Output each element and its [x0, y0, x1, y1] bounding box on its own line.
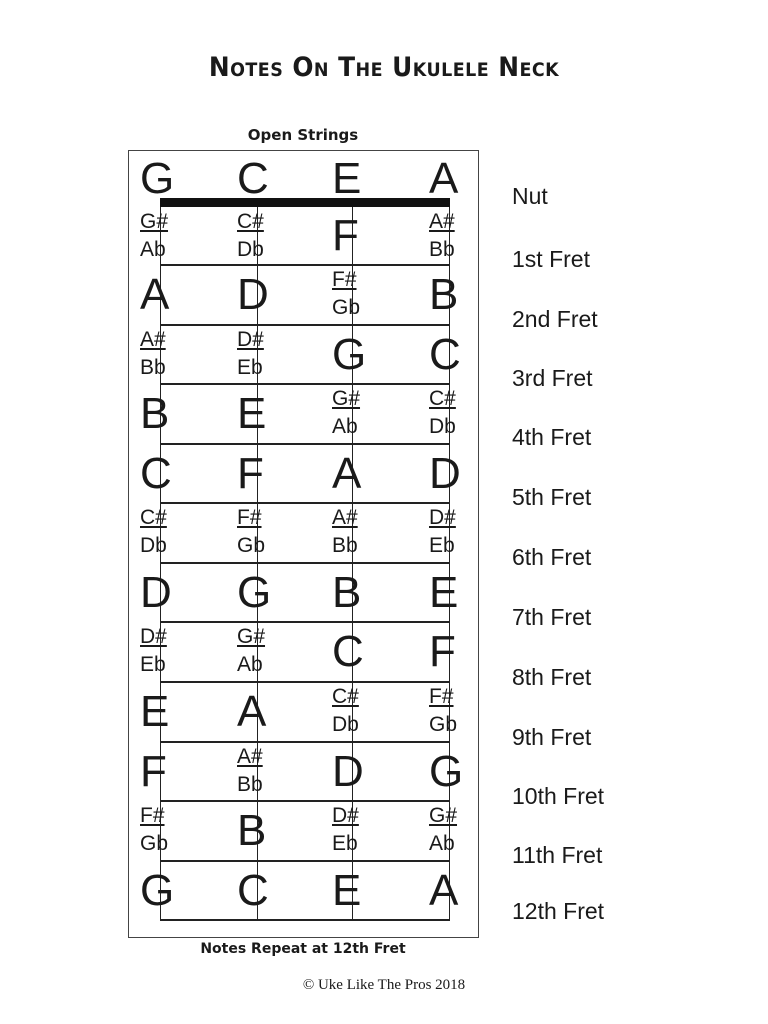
fret-note-pair — [140, 504, 167, 560]
fret-label: 10th Fret — [512, 783, 605, 809]
fret-label: 11th Fret — [512, 842, 603, 868]
flat-name: Ab — [332, 415, 358, 438]
sharp-name: F# — [140, 804, 165, 827]
frame-right-border — [478, 150, 479, 937]
fret-note-pair — [140, 326, 166, 382]
fret-note: G — [237, 567, 272, 617]
sharp-name: C# — [140, 506, 167, 529]
frame-left-border — [128, 150, 129, 937]
fret-line — [160, 860, 450, 862]
fret-note: B — [332, 567, 362, 617]
fret-note-pair — [140, 208, 168, 264]
flat-name: Bb — [140, 356, 166, 379]
open-strings-label: Open Strings — [247, 126, 359, 144]
fret-label: 6th Fret — [512, 544, 592, 570]
fret-note: B — [429, 270, 459, 319]
fret-note: C — [237, 865, 269, 915]
flat-name: Ab — [237, 653, 263, 676]
fret-note: A — [237, 687, 267, 736]
sharp-name: G# — [332, 387, 361, 410]
fret-note: E — [140, 687, 170, 736]
flat-name: Gb — [332, 296, 361, 319]
fret-note-pair — [332, 802, 359, 858]
sharp-name: F# — [429, 685, 454, 708]
fret-label: Nut — [512, 183, 548, 209]
fret-line — [160, 383, 450, 385]
fret-note: D — [237, 270, 269, 319]
fret-note: C — [429, 329, 461, 379]
fret-note-pair — [140, 802, 168, 858]
fret-note: F — [332, 211, 359, 260]
sharp-name: G# — [429, 804, 458, 827]
frame-bottom-border — [128, 937, 479, 938]
copyright-notice: © Uke Like The Pros 2018 — [302, 977, 466, 993]
flat-name: Bb — [237, 773, 263, 796]
fret-label: 8th Fret — [512, 664, 592, 690]
nut-bar — [160, 198, 450, 207]
sharp-name: A# — [429, 210, 455, 233]
frame-top-border — [128, 150, 479, 151]
flat-name: Eb — [237, 356, 263, 379]
fret-note: A — [140, 270, 170, 319]
fret-note: F — [237, 448, 264, 498]
repeat-note: Notes Repeat at 12th Fret — [200, 941, 406, 957]
flat-name: Ab — [140, 238, 166, 261]
fret-note: D — [332, 746, 364, 796]
flat-name: Db — [429, 415, 456, 438]
fret-line — [160, 324, 450, 326]
fret-note-pair — [429, 683, 457, 739]
fret-note: E — [237, 389, 267, 438]
fret-line — [160, 681, 450, 683]
flat-name: Db — [237, 238, 264, 261]
fret-note-pair — [237, 326, 264, 382]
fret-label: 12th Fret — [512, 898, 605, 924]
sharp-name: D# — [237, 328, 264, 351]
sharp-name: C# — [332, 685, 359, 708]
page-title: Notes On The Ukulele Neck — [208, 52, 560, 83]
sharp-name: A# — [140, 328, 166, 351]
fret-line — [160, 741, 450, 743]
flat-name: Eb — [332, 832, 358, 855]
fret-note-pair — [429, 208, 455, 264]
fret-line — [160, 562, 450, 564]
flat-name: Db — [140, 534, 167, 557]
fret-note-pair — [332, 385, 360, 441]
fret-note-pair — [332, 504, 358, 560]
fret-note: C — [140, 448, 172, 498]
fret-note-pair — [237, 208, 264, 264]
fret-note: G — [332, 329, 367, 379]
flat-name: Eb — [140, 653, 166, 676]
fret-note: G — [140, 865, 175, 915]
fret-label: 2nd Fret — [512, 306, 598, 332]
fret-note: A — [332, 448, 362, 498]
fret-note: D — [429, 448, 461, 498]
flat-name: Db — [332, 713, 359, 736]
sharp-name: A# — [237, 745, 263, 768]
fret-note: D — [140, 567, 172, 617]
flat-name: Gb — [237, 534, 266, 557]
open-string-note: C — [237, 154, 269, 203]
fret-note: B — [140, 389, 170, 438]
flat-name: Bb — [429, 238, 455, 261]
sharp-name: D# — [332, 804, 359, 827]
fret-note-pair — [140, 623, 167, 679]
fret-note: F — [429, 627, 456, 676]
sharp-name: C# — [237, 210, 264, 233]
fret-label: 1st Fret — [512, 246, 590, 272]
open-string-note: A — [429, 154, 459, 203]
fret-note-pair — [237, 504, 265, 560]
sharp-name: F# — [332, 268, 357, 291]
fret-note: F — [140, 746, 167, 796]
fret-note: E — [429, 567, 459, 617]
fret-line — [160, 443, 450, 445]
fret-note-pair — [429, 504, 456, 560]
flat-name: Ab — [429, 832, 455, 855]
sharp-name: A# — [332, 506, 358, 529]
fret-note-pair — [429, 802, 457, 858]
open-string-note: E — [332, 154, 362, 203]
flat-name: Eb — [429, 534, 455, 557]
fret-note-pair — [332, 683, 359, 739]
fret-note-pair — [237, 623, 265, 679]
fret-label: 7th Fret — [512, 604, 592, 630]
fret-note: E — [332, 865, 362, 915]
fret-line — [160, 502, 450, 504]
sharp-name: G# — [237, 625, 266, 648]
fret-line — [160, 264, 450, 266]
open-string-note: G — [140, 154, 175, 203]
sharp-name: C# — [429, 387, 456, 410]
sharp-name: G# — [140, 210, 169, 233]
sharp-name: F# — [237, 506, 262, 529]
fret-note: G — [429, 746, 464, 796]
fret-note-pair — [237, 743, 263, 799]
sharp-name: D# — [140, 625, 167, 648]
flat-name: Gb — [429, 713, 458, 736]
fret-note: B — [237, 806, 267, 855]
fret-label: 5th Fret — [512, 484, 592, 510]
fret-line — [160, 800, 450, 802]
sharp-name: D# — [429, 506, 456, 529]
flat-name: Gb — [140, 832, 169, 855]
fret-line — [160, 919, 450, 921]
flat-name: Bb — [332, 534, 358, 557]
fret-note-pair — [429, 385, 456, 441]
fret-line — [160, 621, 450, 623]
fret-note: C — [332, 627, 364, 676]
fret-label: 9th Fret — [512, 724, 592, 750]
fret-note: A — [429, 865, 459, 915]
fret-label: 3rd Fret — [512, 365, 593, 391]
fret-note-pair — [332, 266, 360, 322]
fret-label: 4th Fret — [512, 424, 592, 450]
